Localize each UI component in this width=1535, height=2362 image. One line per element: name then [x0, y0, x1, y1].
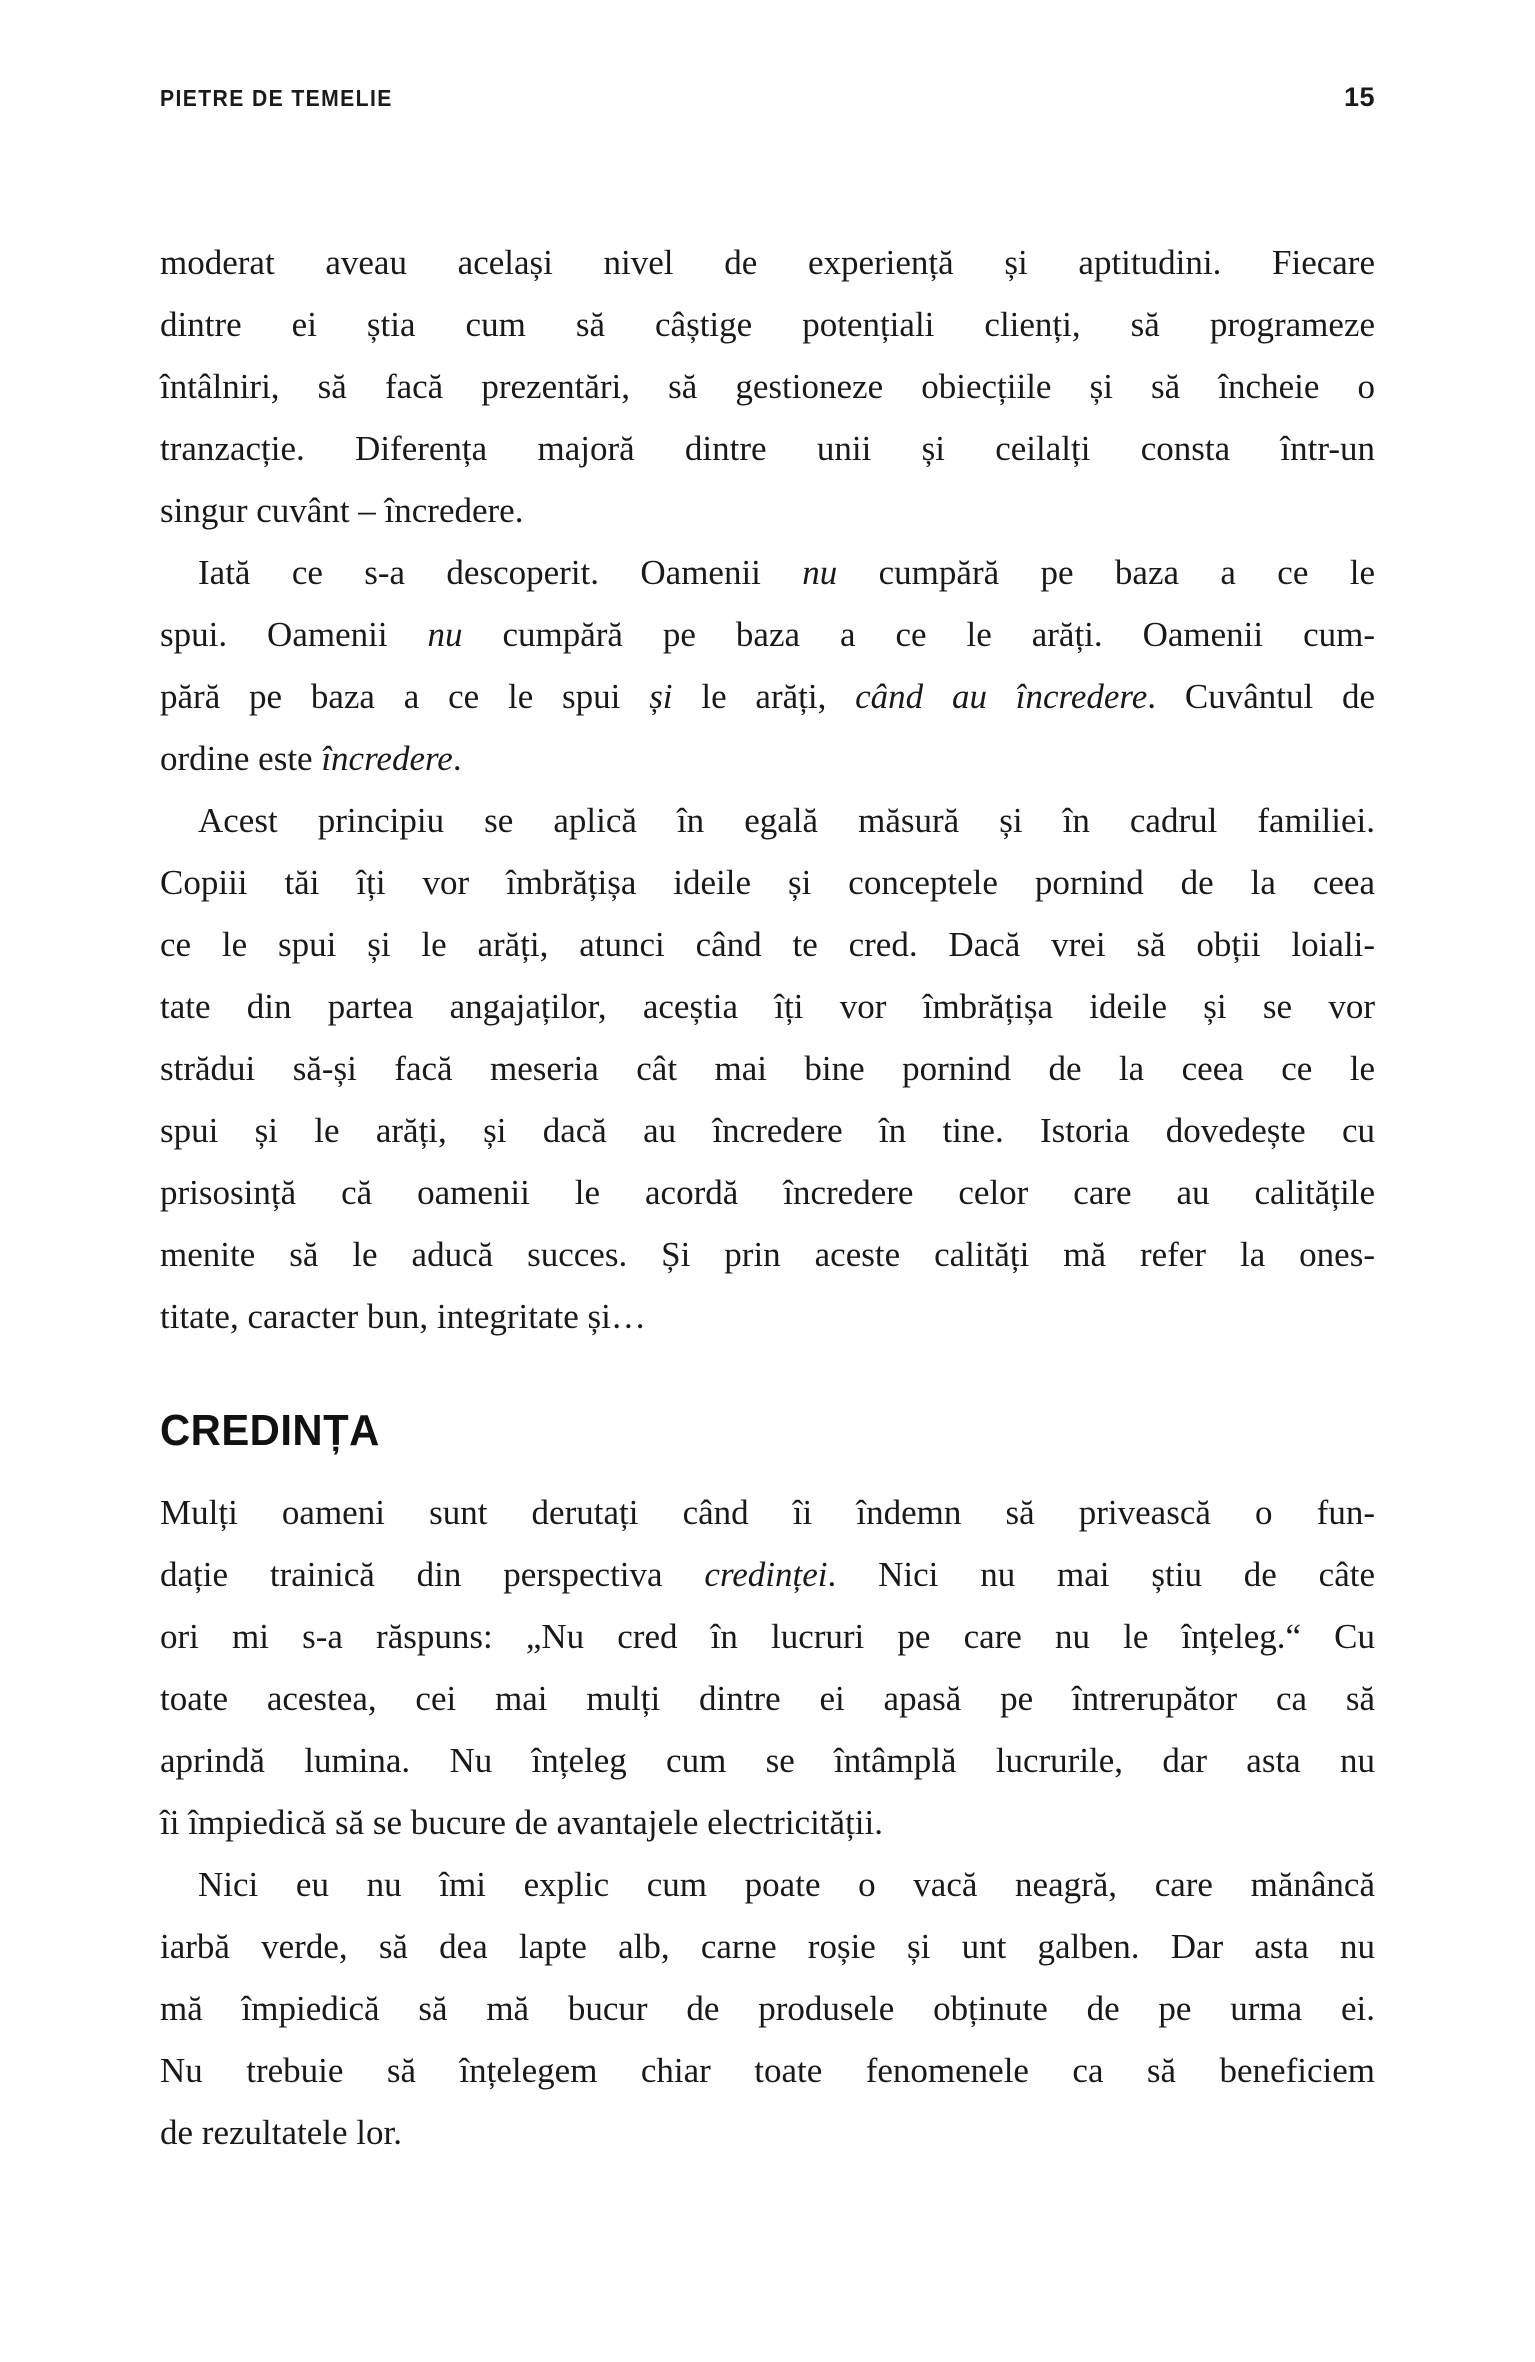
- text-line: [160, 294, 1375, 356]
- text-run-italic: nu: [427, 615, 463, 654]
- text-run: iarbă verde, să dea lapte alb, carne roșie și unt galben. Dar asta nu: [160, 1927, 1375, 1966]
- text-run: Copiii tăi îți vor îmbrățișa ideile și conceptele pornind de la ceea: [160, 863, 1375, 902]
- text-line: [160, 1978, 1375, 2040]
- running-title: PIETRE DE TEMELIE: [160, 85, 393, 111]
- text-run: titate, caracter bun, integritate și…: [160, 1297, 646, 1336]
- paragraph: [160, 232, 1375, 542]
- text-run: întâlniri, să facă prezentări, să gestioneze obiecțiile și să încheie o: [160, 367, 1375, 406]
- text-run: spui. Oamenii: [160, 615, 428, 654]
- text-line: [160, 1606, 1375, 1668]
- text-run: . Nici nu mai știu de câte: [827, 1555, 1375, 1594]
- text-line: [160, 418, 1375, 480]
- text-run-italic: încredere: [321, 739, 453, 778]
- text-run: cumpără pe baza a ce le: [837, 553, 1375, 592]
- text-line: [160, 1100, 1375, 1162]
- text-run: dație trainică din perspectiva: [160, 1555, 705, 1594]
- paragraph: [160, 1854, 1375, 2164]
- text-run: ordine este: [160, 739, 322, 778]
- text-line: [160, 1792, 1375, 1854]
- text-line: [160, 2040, 1375, 2102]
- text-run-italic: când au încredere: [855, 677, 1148, 716]
- text-run: prisosință că oamenii le acordă încredere celor care au calitățile: [160, 1173, 1375, 1212]
- text-line: [160, 1038, 1375, 1100]
- text-line: [160, 542, 1375, 604]
- text-line: [160, 1854, 1375, 1916]
- page-number: 15: [1343, 82, 1375, 112]
- paragraph: [160, 790, 1375, 1348]
- text-run: ori mi s-a răspuns: „Nu cred în lucruri pe care nu le înțeleg.“ Cu: [160, 1617, 1375, 1656]
- paragraph: [160, 542, 1375, 790]
- text-line: [160, 1730, 1375, 1792]
- text-run: Nici eu nu îmi explic cum poate o vacă neagră, care mănâncă: [198, 1865, 1375, 1904]
- text-line: [160, 1482, 1375, 1544]
- text-run: îi împiedică să se bucure de avantajele electricității.: [160, 1803, 883, 1842]
- text-line: [160, 2102, 1375, 2164]
- text-line: [160, 1668, 1375, 1730]
- paragraph: [160, 1482, 1375, 1854]
- section-heading: CREDINȚA: [160, 1406, 380, 1455]
- text-run: Mulți oameni sunt derutați când îi îndemn să privească o fun-: [160, 1493, 1375, 1532]
- text-line: [160, 232, 1375, 294]
- text-run: de rezultatele lor.: [160, 2113, 402, 2152]
- text-line: [160, 1286, 1375, 1348]
- text-run: menite să le aducă succes. Și prin aceste calități mă refer la ones-: [160, 1235, 1375, 1274]
- text-run: strădui să-și facă meseria cât mai bine pornind de la ceea ce le: [160, 1049, 1375, 1088]
- text-line: [160, 666, 1375, 728]
- text-line: [160, 1224, 1375, 1286]
- text-run: toate acestea, cei mai mulți dintre ei apasă pe întrerupător ca să: [160, 1679, 1375, 1718]
- text-run: singur cuvânt – încredere.: [160, 491, 524, 530]
- text-run: tranzacție. Diferența majoră dintre unii și ceilalți consta într-un: [160, 429, 1375, 468]
- text-run: cumpără pe baza a ce le arăți. Oamenii cum-: [462, 615, 1375, 654]
- page-header: [160, 82, 1375, 113]
- text-run: le arăți,: [672, 677, 856, 716]
- text-run: Iată ce s-a descoperit. Oamenii: [198, 553, 803, 592]
- text-run: ce le spui și le arăți, atunci când te cred. Dacă vrei să obții loiali-: [160, 925, 1375, 964]
- text-line: [160, 790, 1375, 852]
- text-run: aprindă lumina. Nu înțeleg cum se întâmplă lucrurile, dar asta nu: [160, 1741, 1375, 1780]
- text-line: [160, 1162, 1375, 1224]
- text-line: [160, 976, 1375, 1038]
- text-line: [160, 1544, 1375, 1606]
- text-run: moderat aveau același nivel de experiență și aptitudini. Fiecare: [160, 243, 1375, 282]
- text-run: Nu trebuie să înțelegem chiar toate fenomenele ca să beneficiem: [160, 2051, 1375, 2090]
- text-line: [160, 604, 1375, 666]
- text-run: .: [452, 739, 462, 778]
- text-run-italic: și: [649, 677, 673, 716]
- text-run: dintre ei știa cum să câștige potențiali clienți, să programeze: [160, 305, 1375, 344]
- text-run: tate din partea angajaților, aceștia îți vor îmbrățișa ideile și se vor: [160, 987, 1375, 1026]
- text-run: . Cuvântul de: [1147, 677, 1376, 716]
- text-line: [160, 480, 1375, 542]
- text-line: [160, 914, 1375, 976]
- text-run: mă împiedică să mă bucur de produsele obținute de pe urma ei.: [160, 1989, 1375, 2028]
- text-run: spui și le arăți, și dacă au încredere în tine. Istoria dovedește cu: [160, 1111, 1375, 1150]
- text-line: [160, 356, 1375, 418]
- text-run-italic: credinței: [704, 1555, 828, 1594]
- text-line: [160, 852, 1375, 914]
- text-line: [160, 1916, 1375, 1978]
- page-body: [160, 232, 1375, 2164]
- text-run-italic: nu: [802, 553, 838, 592]
- text-run: Acest principiu se aplică în egală măsură și în cadrul familiei.: [198, 801, 1375, 840]
- text-run: pără pe baza a ce le spui: [160, 677, 650, 716]
- text-line: [160, 728, 1375, 790]
